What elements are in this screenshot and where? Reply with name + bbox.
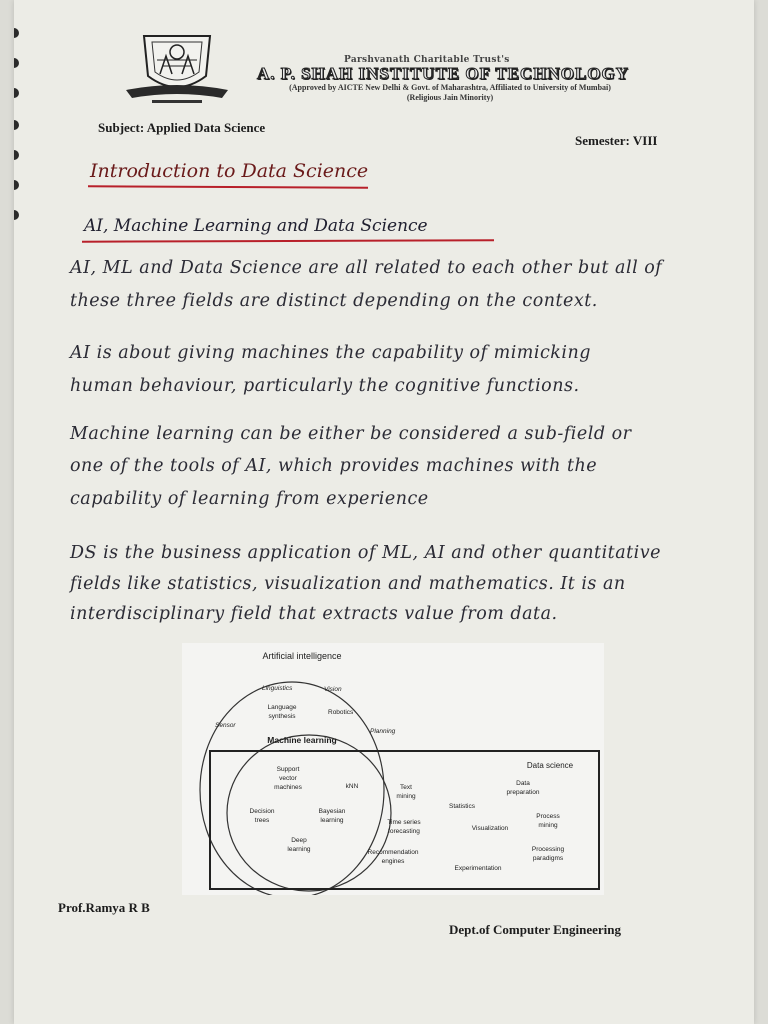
note-line: one of the tools of AI, which provides machines with the [70,456,598,476]
term-bayesian: Bayesian [318,808,346,815]
note-line: fields like statistics, visualization and mathematics. It is an [70,574,626,594]
term-engines: engines [381,858,405,865]
term-time-series: Time series [387,819,421,826]
venn-diagram-svg [182,643,604,895]
term-synthesis: synthesis [268,713,296,720]
subject-label: Subject: Applied Data Science [98,120,266,135]
term-data: Data [516,780,530,787]
binder-hole [14,120,19,130]
minority-line: (Religious Jain Minority) [406,93,494,102]
term-forecasting: forecasting [388,828,420,835]
term-statistics: Statistics [448,803,476,810]
venn-diagram [182,643,604,895]
ds-label: Data science [526,761,574,770]
binder-hole [14,28,19,38]
term-deep-learning: learning [287,846,311,853]
term-support: Support [276,766,300,773]
term-experimentation: Experimentation [454,865,502,872]
term-robotics: Robotics [328,709,354,716]
term-process: Process [536,813,560,820]
ml-label: Machine learning [267,735,337,745]
trust-name: Parshvanath Charitable Trust's [344,55,510,65]
note-line: Machine learning can be either be considered a sub-field or [70,424,632,444]
note-line: interdisciplinary field that extracts value from data. [70,604,558,624]
page-title: Introduction to Data Science [90,160,369,182]
term-machines: machines [274,784,302,791]
term-recommendation: Recommendation [367,849,419,856]
note-line: AI, ML and Data Science are all related to each other but all of [70,258,663,278]
term-preparation: preparation [506,789,540,796]
note-line: DS is the business application of ML, AI and other quantitative [70,543,662,563]
term-text: Text [400,784,412,791]
title-underline [88,185,368,188]
term-mining: mining [396,793,416,800]
note-line: capability of learning from experience [70,489,429,509]
institute-name: A. P. SHAH INSTITUTE OF TECHNOLOGY [257,64,630,83]
institute-logo [122,28,232,108]
approval-note [260,83,640,103]
note-line: these three fields are distinct depending on the context. [70,291,598,311]
term-vision: Vision [324,686,342,693]
term-vector: vector [279,775,297,782]
term-linguistics: Linguistics [262,685,293,692]
heading-underline [82,239,494,242]
note-line: human behaviour, particularly the cognitive functions. [70,376,580,396]
term-learning: learning [320,817,344,824]
term-processing: Processing [531,846,565,853]
term-visualization: Visualization [471,825,509,832]
section-heading: AI, Machine Learning and Data Science [84,216,428,236]
semester-label: Semester: VIII [575,133,658,148]
term-language: Language [267,704,297,711]
approval-line: (Approved by AICTE New Delhi & Govt. of Maharashtra, Affiliated to University of Mumbai) [289,83,611,92]
term-knn: kNN [345,783,359,790]
ai-label: Artificial intelligence [262,651,342,661]
binder-hole [14,180,19,190]
term-process-mining: mining [538,822,558,829]
term-paradigms: paradigms [532,855,564,862]
professor-name: Prof.Ramya R B [58,900,150,915]
note-line: AI is about giving machines the capability of mimicking [70,343,591,363]
binder-hole [14,88,19,98]
term-sensor: Sensor [215,722,236,729]
term-planning: Planning [370,728,396,735]
term-decision: Decision [249,808,275,815]
binder-hole [14,150,19,160]
binder-hole [14,210,19,220]
notebook-page [14,0,754,1024]
department-name: Dept.of Computer Engineering [449,922,622,937]
binder-hole [14,58,19,68]
term-trees: trees [254,817,270,824]
term-deep: Deep [291,837,307,844]
